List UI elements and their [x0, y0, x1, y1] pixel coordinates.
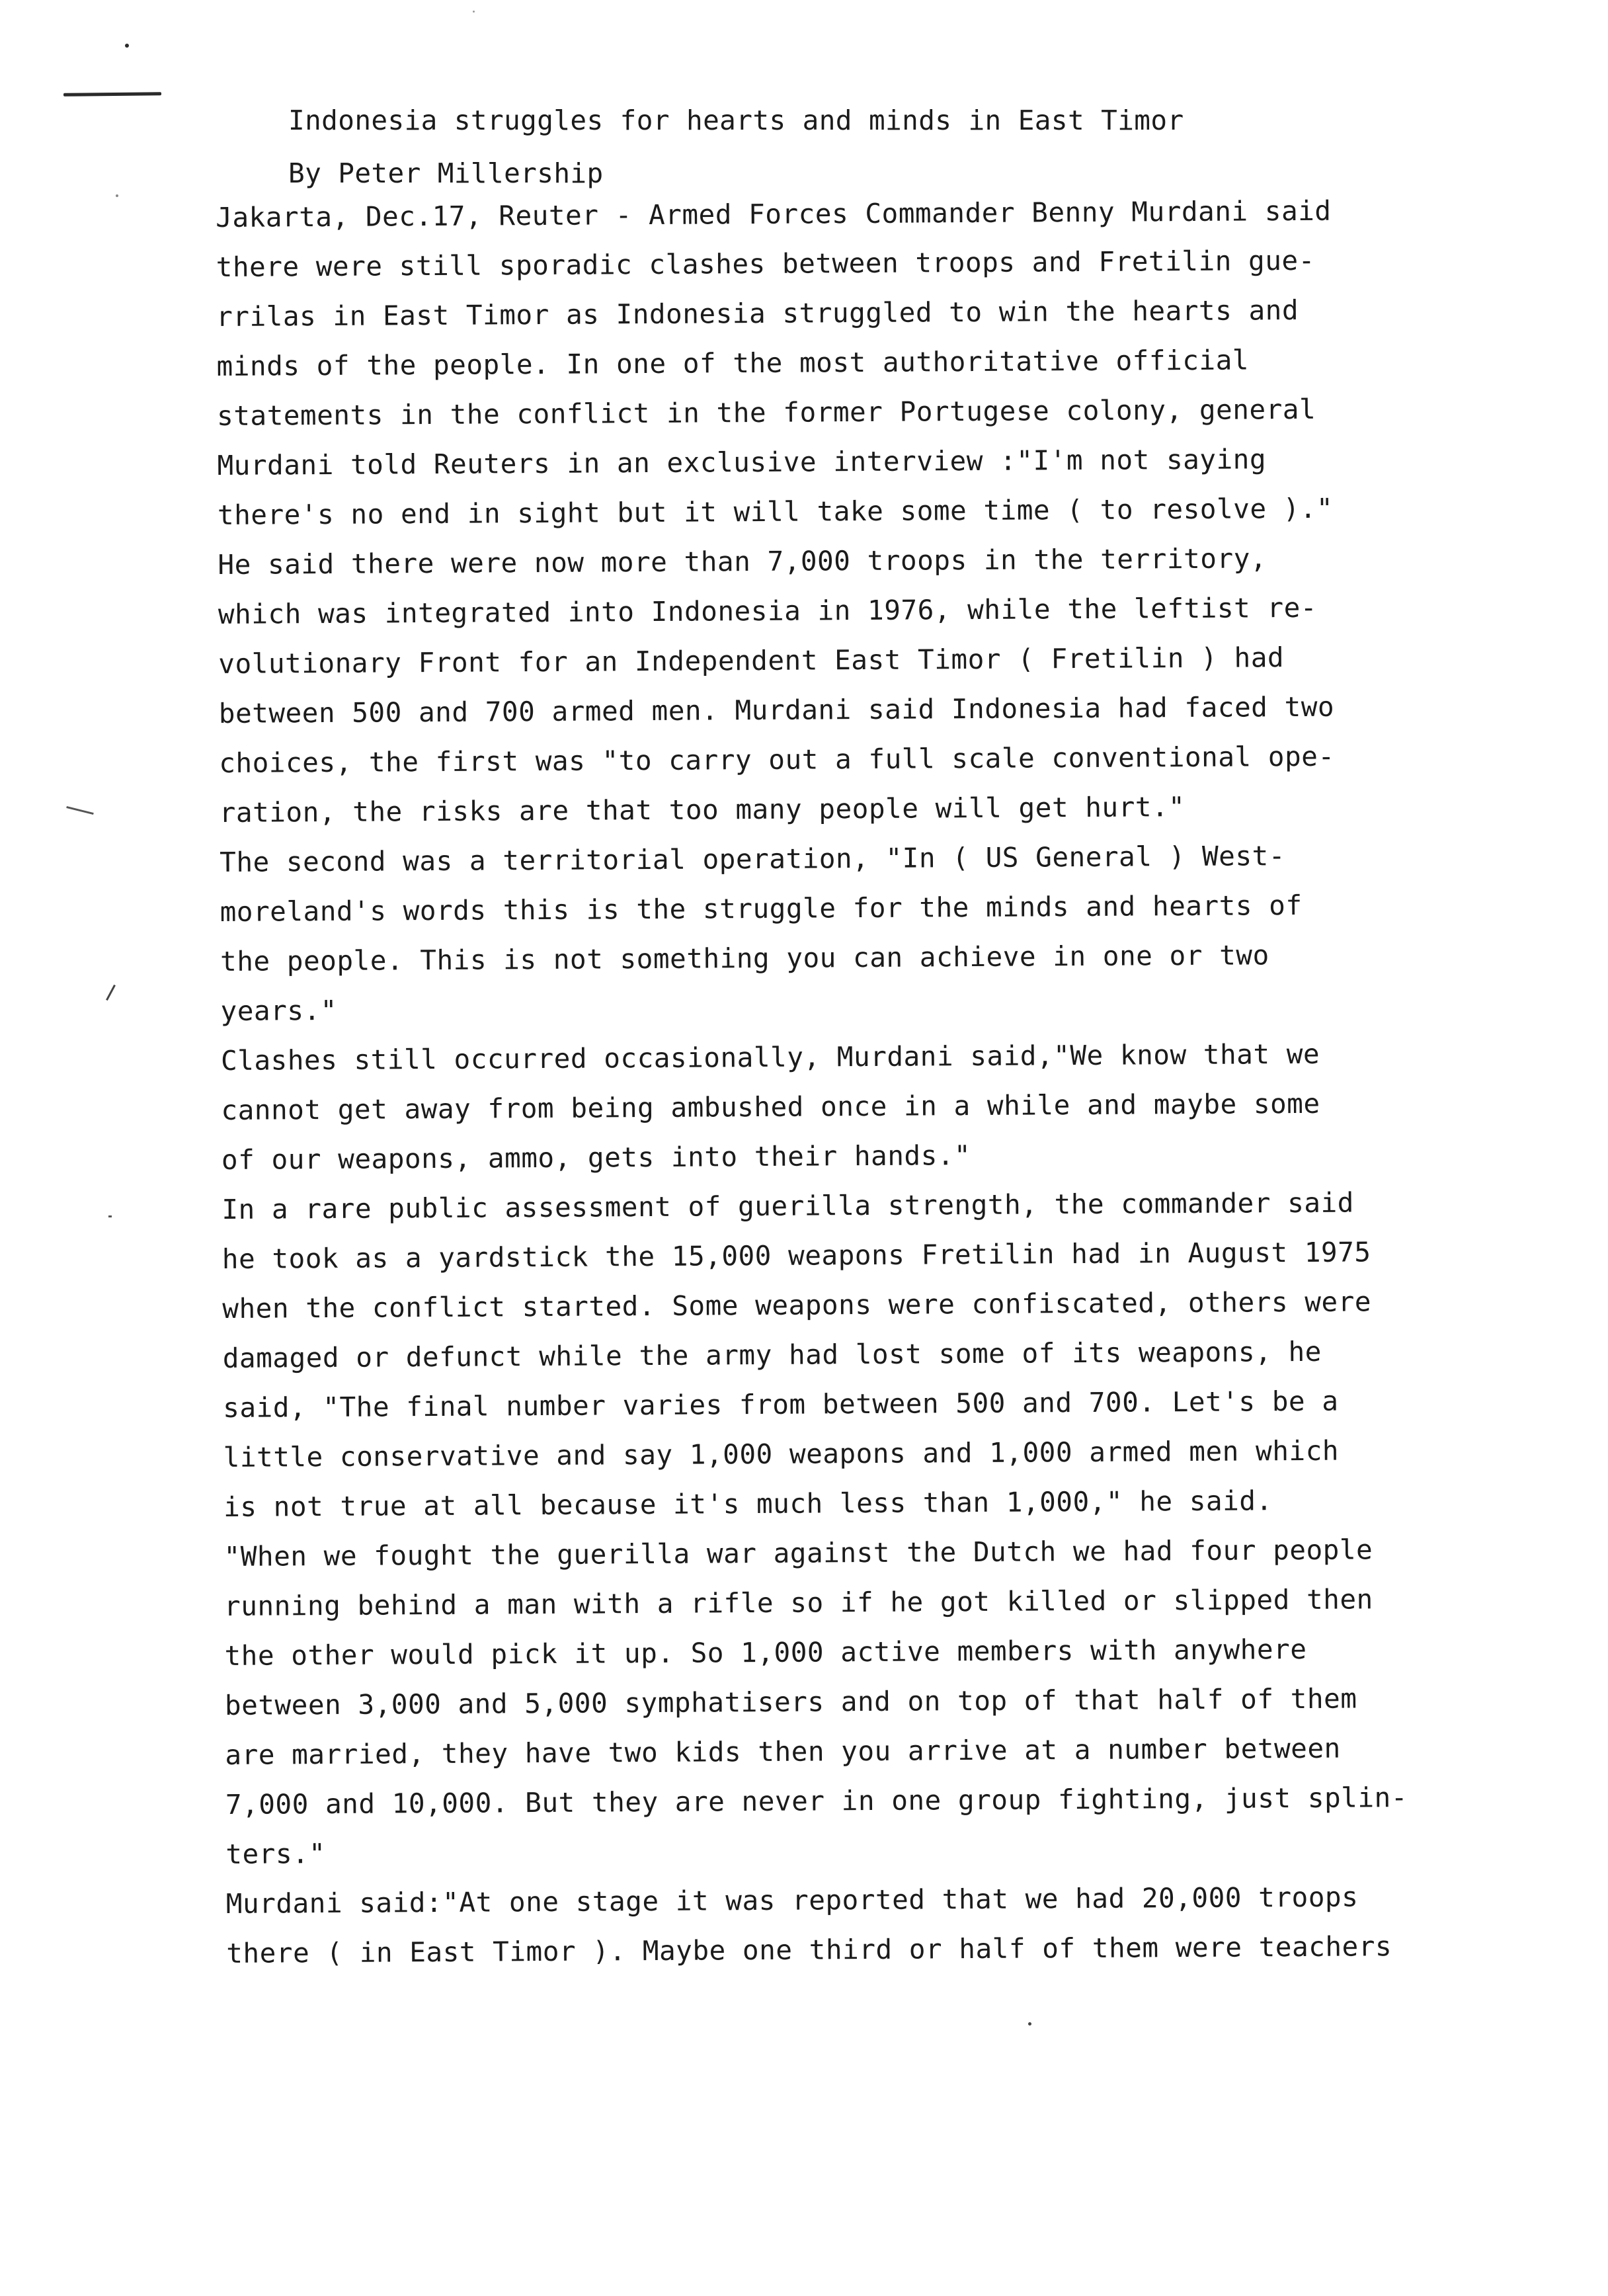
text-line: Jakarta, Dec.17, Reuter - Armed Forces Commander Benny Murdani said — [216, 194, 1332, 233]
text-line: running behind a man with a rifle so if he got killed or slipped then — [223, 1583, 1373, 1622]
scan-mark-dot — [1028, 2022, 1031, 2026]
text-line: little conservative and say 1,000 weapons and 1,000 armed men which — [223, 1434, 1340, 1473]
text-line: is not true at all because it's much less than 1,000," he said. — [223, 1485, 1273, 1523]
scan-mark-dot — [473, 11, 475, 13]
text-line: moreland's words this is the struggle for the minds and hearts of — [220, 889, 1303, 928]
text-line: rrilas in East Timor as Indonesia struggled to win the hearts and — [216, 294, 1299, 333]
text-line: volutionary Front for an Independent East Timor ( Fretilin ) had — [218, 641, 1285, 680]
text-line: there ( in East Timor ). Maybe one third or half of them were teachers — [226, 1930, 1392, 1969]
text-line: cannot get away from being ambushed once in a while and maybe some — [221, 1087, 1320, 1126]
text-line: "When we fought the guerilla war against the Dutch we had four people — [223, 1534, 1373, 1573]
text-line: the people. This is not something you can achieve in one or two — [220, 939, 1269, 977]
scan-mark-slash — [106, 985, 116, 1001]
text-line: damaged or defunct while the army had lost some of its weapons, he — [222, 1335, 1322, 1374]
text-line: between 500 and 700 armed men. Murdani said Indonesia had faced two — [218, 690, 1335, 729]
text-line: minds of the people. In one of the most authoritative official — [216, 344, 1250, 382]
text-line: when the conflict started. Some weapons were confiscated, others were — [222, 1286, 1372, 1325]
text-line: statements in the conflict in the former Portugese colony, general — [216, 393, 1316, 432]
scan-mark-dot — [108, 1215, 112, 1217]
text-line: 7,000 and 10,000. But they are never in one group fighting, just splin- — [225, 1782, 1408, 1821]
byline: By Peter Millership — [288, 157, 604, 189]
text-line: choices, the first was "to carry out a full scale conventional ope- — [219, 740, 1335, 779]
text-line: years." — [220, 994, 337, 1027]
scan-mark-dash — [66, 806, 93, 815]
text-line: there's no end in sight but it will take some time ( to resolve )." — [217, 492, 1334, 531]
text-line: said, "The final number varies from between 500 and 700. Let's be a — [223, 1385, 1339, 1424]
text-line: ters." — [225, 1838, 326, 1870]
text-line: there were still sporadic clashes between troops and Fretilin gue- — [216, 244, 1315, 283]
scan-mark-dash — [63, 92, 161, 97]
text-line: Clashes still occurred occasionally, Murdani said,"We know that we — [220, 1038, 1320, 1077]
text-line: ration, the risks are that too many people will get hurt." — [219, 791, 1186, 829]
text-line: which was integrated into Indonesia in 1976, while the leftist re- — [218, 591, 1318, 630]
text-line: In a rare public assessment of guerilla strength, the commander said — [221, 1186, 1355, 1225]
text-line: he took as a yardstick the 15,000 weapons Fretilin had in August 1975 — [221, 1236, 1371, 1275]
text-line: He said there were now more than 7,000 troops in the territory, — [218, 542, 1267, 581]
article-body — [216, 185, 1548, 1979]
text-line: are married, they have two kids then you arrive at a number between — [225, 1732, 1341, 1771]
text-line: between 3,000 and 5,000 symphatisers and on top of that half of them — [224, 1682, 1357, 1721]
text-line: Murdani told Reuters in an exclusive interview :"I'm not saying — [217, 443, 1267, 481]
text-line: The second was a territorial operation, "In ( US General ) West- — [220, 840, 1286, 878]
scan-mark-dot — [125, 44, 129, 48]
text-line: of our weapons, ammo, gets into their hands." — [221, 1139, 971, 1176]
text-line: the other would pick it up. So 1,000 active members with anywhere — [224, 1633, 1307, 1672]
text-line: Murdani said:"At one stage it was reported that we had 20,000 troops — [225, 1881, 1359, 1920]
scan-mark-dot — [116, 194, 118, 197]
headline: Indonesia struggles for hearts and minds in East Timor — [288, 104, 1184, 136]
